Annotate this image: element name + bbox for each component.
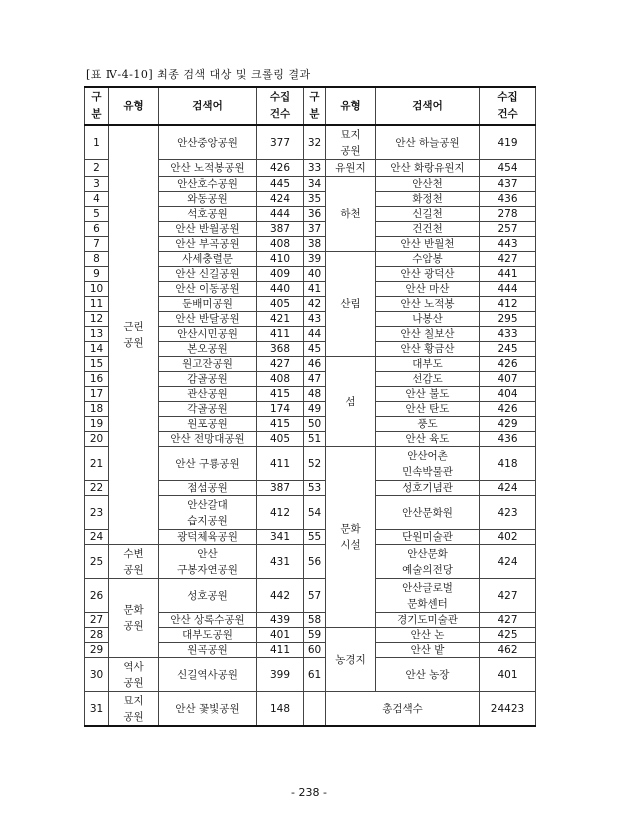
row-number-right: 42 (304, 297, 326, 312)
row-number: 21 (85, 447, 109, 481)
row-type-right: 묘지 공원 (326, 125, 376, 160)
row-count-right: 295 (480, 312, 536, 327)
row-keyword: 점섬공원 (159, 481, 257, 496)
row-number-right: 32 (304, 125, 326, 160)
row-keyword-right: 안산 마산 (376, 282, 480, 297)
table-header-row (85, 87, 536, 125)
row-number-right: 59 (304, 628, 326, 643)
row-number: 15 (85, 357, 109, 372)
row-count: 401 (257, 628, 304, 643)
row-number: 31 (85, 692, 109, 727)
row-count-right: 402 (480, 530, 536, 545)
row-number: 16 (85, 372, 109, 387)
row-number: 6 (85, 222, 109, 237)
row-keyword-right: 건건천 (376, 222, 480, 237)
row-number-right: 38 (304, 237, 326, 252)
row-count-right: 278 (480, 207, 536, 222)
row-keyword: 광덕체육공원 (159, 530, 257, 545)
row-count: 410 (257, 252, 304, 267)
row-number-right: 37 (304, 222, 326, 237)
row-number: 4 (85, 192, 109, 207)
row-number: 2 (85, 160, 109, 177)
table-row (85, 125, 536, 160)
row-keyword-right: 안산 노적봉 (376, 297, 480, 312)
row-number-right: 40 (304, 267, 326, 282)
row-number: 7 (85, 237, 109, 252)
row-number-right: 58 (304, 613, 326, 628)
row-keyword: 감골공원 (159, 372, 257, 387)
row-keyword: 안산 전망대공원 (159, 432, 257, 447)
row-number-right: 43 (304, 312, 326, 327)
row-count: 440 (257, 282, 304, 297)
row-number-right: 39 (304, 252, 326, 267)
row-keyword-right: 단원미술관 (376, 530, 480, 545)
row-type-right: 유원지 (326, 160, 376, 177)
row-keyword: 안산 부곡공원 (159, 237, 257, 252)
row-type: 문화 공원 (109, 579, 159, 658)
total-label: 총검색수 (326, 692, 480, 727)
row-number: 24 (85, 530, 109, 545)
row-count-right: 257 (480, 222, 536, 237)
row-keyword-right: 안산 밭 (376, 643, 480, 658)
table-row (85, 545, 536, 579)
row-count-right: 407 (480, 372, 536, 387)
row-keyword-right: 안산천 (376, 177, 480, 192)
row-keyword: 원포공원 (159, 417, 257, 432)
table-row (85, 658, 536, 692)
total-blank (304, 692, 326, 727)
row-keyword-right: 안산 논 (376, 628, 480, 643)
row-type-right: 산림 (326, 252, 376, 357)
row-number: 3 (85, 177, 109, 192)
row-count-right: 429 (480, 417, 536, 432)
row-count: 408 (257, 372, 304, 387)
row-keyword-right: 안산 반월천 (376, 237, 480, 252)
row-number-right: 33 (304, 160, 326, 177)
header-count-right: 수집 건수 (480, 87, 536, 125)
row-number: 26 (85, 579, 109, 613)
row-number: 29 (85, 643, 109, 658)
row-type: 근린 공원 (109, 125, 159, 545)
row-count: 405 (257, 297, 304, 312)
table-row (85, 692, 536, 727)
row-number: 9 (85, 267, 109, 282)
row-keyword-right: 안산 하늘공원 (376, 125, 480, 160)
row-count: 341 (257, 530, 304, 545)
row-keyword-right: 신길천 (376, 207, 480, 222)
row-keyword: 본오공원 (159, 342, 257, 357)
header-count: 수집 건수 (257, 87, 304, 125)
row-keyword: 안산 구룡공원 (159, 447, 257, 481)
row-number: 20 (85, 432, 109, 447)
row-count-right: 443 (480, 237, 536, 252)
row-count-right: 427 (480, 613, 536, 628)
row-keyword: 원곡공원 (159, 643, 257, 658)
row-count: 411 (257, 643, 304, 658)
row-keyword-right: 나봉산 (376, 312, 480, 327)
row-count: 412 (257, 496, 304, 530)
row-number-right: 46 (304, 357, 326, 372)
row-number: 25 (85, 545, 109, 579)
row-count: 377 (257, 125, 304, 160)
row-count: 148 (257, 692, 304, 727)
row-number: 5 (85, 207, 109, 222)
row-number-right: 52 (304, 447, 326, 481)
row-keyword: 성호공원 (159, 579, 257, 613)
row-keyword-right: 화정천 (376, 192, 480, 207)
row-type-right: 섬 (326, 357, 376, 447)
row-count: 431 (257, 545, 304, 579)
row-count-right: 245 (480, 342, 536, 357)
row-keyword: 안산호수공원 (159, 177, 257, 192)
row-count-right: 425 (480, 628, 536, 643)
row-count-right: 433 (480, 327, 536, 342)
header-type-right: 유형 (326, 87, 376, 125)
row-keyword-right: 안산문화원 (376, 496, 480, 530)
row-count: 411 (257, 327, 304, 342)
row-keyword: 둔배미공원 (159, 297, 257, 312)
row-keyword: 안산 이동공원 (159, 282, 257, 297)
row-keyword-right: 안산글로벌 문화센터 (376, 579, 480, 613)
row-count-right: 418 (480, 447, 536, 481)
row-keyword-right: 안산 불도 (376, 387, 480, 402)
row-type-right: 문화 시설 (326, 447, 376, 628)
row-keyword-right: 안산 광덕산 (376, 267, 480, 282)
row-keyword: 안산 반월공원 (159, 222, 257, 237)
row-number: 23 (85, 496, 109, 530)
row-keyword-right: 안산 황금산 (376, 342, 480, 357)
row-count: 409 (257, 267, 304, 282)
row-keyword: 대부도공원 (159, 628, 257, 643)
total-count: 24423 (480, 692, 536, 727)
row-number-right: 34 (304, 177, 326, 192)
row-keyword: 안산 노적봉공원 (159, 160, 257, 177)
row-count: 399 (257, 658, 304, 692)
row-keyword-right: 성호기념관 (376, 481, 480, 496)
row-keyword: 안산 꽃빛공원 (159, 692, 257, 727)
row-keyword-right: 안산 칠보산 (376, 327, 480, 342)
row-count-right: 423 (480, 496, 536, 530)
row-count-right: 401 (480, 658, 536, 692)
row-number: 1 (85, 125, 109, 160)
row-keyword: 안산 구봉자연공원 (159, 545, 257, 579)
row-number-right: 45 (304, 342, 326, 357)
row-number-right: 49 (304, 402, 326, 417)
row-number: 17 (85, 387, 109, 402)
row-number-right: 60 (304, 643, 326, 658)
row-count-right: 404 (480, 387, 536, 402)
row-number-right: 54 (304, 496, 326, 530)
row-count: 442 (257, 579, 304, 613)
row-number-right: 35 (304, 192, 326, 207)
row-type: 역사 공원 (109, 658, 159, 692)
row-number-right: 48 (304, 387, 326, 402)
row-number: 12 (85, 312, 109, 327)
table-caption: [표 Ⅳ-4-10] 최종 검색 대상 및 크롤링 결과 (86, 68, 311, 81)
row-keyword-right: 안산 화랑유원지 (376, 160, 480, 177)
row-count-right: 437 (480, 177, 536, 192)
header-type: 유형 (109, 87, 159, 125)
row-count-right: 426 (480, 357, 536, 372)
row-type-right: 하천 (326, 177, 376, 252)
row-count: 444 (257, 207, 304, 222)
row-keyword: 안산갈대 습지공원 (159, 496, 257, 530)
row-number: 14 (85, 342, 109, 357)
row-number: 18 (85, 402, 109, 417)
row-keyword: 신길역사공원 (159, 658, 257, 692)
row-number-right: 44 (304, 327, 326, 342)
row-count: 408 (257, 237, 304, 252)
row-number: 13 (85, 327, 109, 342)
row-number: 11 (85, 297, 109, 312)
row-number-right: 51 (304, 432, 326, 447)
row-keyword: 관산공원 (159, 387, 257, 402)
row-keyword-right: 풍도 (376, 417, 480, 432)
row-type: 수변 공원 (109, 545, 159, 579)
row-keyword-right: 안산문화 예술의전당 (376, 545, 480, 579)
row-keyword: 원고잔공원 (159, 357, 257, 372)
row-count-right: 427 (480, 252, 536, 267)
row-keyword: 안산시민공원 (159, 327, 257, 342)
row-keyword-right: 대부도 (376, 357, 480, 372)
row-count: 387 (257, 222, 304, 237)
row-count-right: 444 (480, 282, 536, 297)
row-keyword: 와동공원 (159, 192, 257, 207)
row-number-right: 57 (304, 579, 326, 613)
row-keyword: 사세충렬문 (159, 252, 257, 267)
header-keyword: 검색어 (159, 87, 257, 125)
row-count: 405 (257, 432, 304, 447)
row-number: 28 (85, 628, 109, 643)
search-target-table (84, 86, 536, 727)
row-count: 426 (257, 160, 304, 177)
row-count: 424 (257, 192, 304, 207)
row-count-right: 441 (480, 267, 536, 282)
row-type-right: 농경지 (326, 628, 376, 692)
row-number-right: 36 (304, 207, 326, 222)
row-count-right: 419 (480, 125, 536, 160)
row-keyword: 각골공원 (159, 402, 257, 417)
row-number: 22 (85, 481, 109, 496)
row-count: 439 (257, 613, 304, 628)
row-count-right: 462 (480, 643, 536, 658)
header-keyword-right: 검색어 (376, 87, 480, 125)
row-keyword-right: 안산어촌 민속박물관 (376, 447, 480, 481)
header-no-right: 구 분 (304, 87, 326, 125)
row-number: 27 (85, 613, 109, 628)
row-number-right: 50 (304, 417, 326, 432)
row-count: 445 (257, 177, 304, 192)
row-count-right: 424 (480, 545, 536, 579)
table-row (85, 579, 536, 613)
row-keyword-right: 경기도미술관 (376, 613, 480, 628)
row-keyword: 안산 신길공원 (159, 267, 257, 282)
row-count-right: 454 (480, 160, 536, 177)
row-keyword-right: 선감도 (376, 372, 480, 387)
row-keyword: 안산 반달공원 (159, 312, 257, 327)
row-count: 368 (257, 342, 304, 357)
row-number: 8 (85, 252, 109, 267)
row-count-right: 412 (480, 297, 536, 312)
row-count: 415 (257, 417, 304, 432)
page-number: - 238 - (291, 786, 327, 799)
row-number-right: 56 (304, 545, 326, 579)
header-no: 구 분 (85, 87, 109, 125)
row-number-right: 47 (304, 372, 326, 387)
row-count-right: 426 (480, 402, 536, 417)
row-count: 174 (257, 402, 304, 417)
row-count: 415 (257, 387, 304, 402)
row-count: 387 (257, 481, 304, 496)
row-count-right: 427 (480, 579, 536, 613)
row-keyword: 안산 상록수공원 (159, 613, 257, 628)
row-number-right: 61 (304, 658, 326, 692)
row-number-right: 55 (304, 530, 326, 545)
row-keyword-right: 안산 탄도 (376, 402, 480, 417)
row-keyword-right: 수암봉 (376, 252, 480, 267)
row-keyword: 석호공원 (159, 207, 257, 222)
row-count: 427 (257, 357, 304, 372)
row-count: 421 (257, 312, 304, 327)
row-keyword-right: 안산 육도 (376, 432, 480, 447)
row-keyword: 안산중앙공원 (159, 125, 257, 160)
row-count-right: 436 (480, 432, 536, 447)
row-count-right: 424 (480, 481, 536, 496)
row-count: 411 (257, 447, 304, 481)
row-number-right: 41 (304, 282, 326, 297)
row-number: 30 (85, 658, 109, 692)
row-number: 10 (85, 282, 109, 297)
row-type: 묘지 공원 (109, 692, 159, 727)
row-number: 19 (85, 417, 109, 432)
row-count-right: 436 (480, 192, 536, 207)
row-number-right: 53 (304, 481, 326, 496)
row-keyword-right: 안산 농장 (376, 658, 480, 692)
